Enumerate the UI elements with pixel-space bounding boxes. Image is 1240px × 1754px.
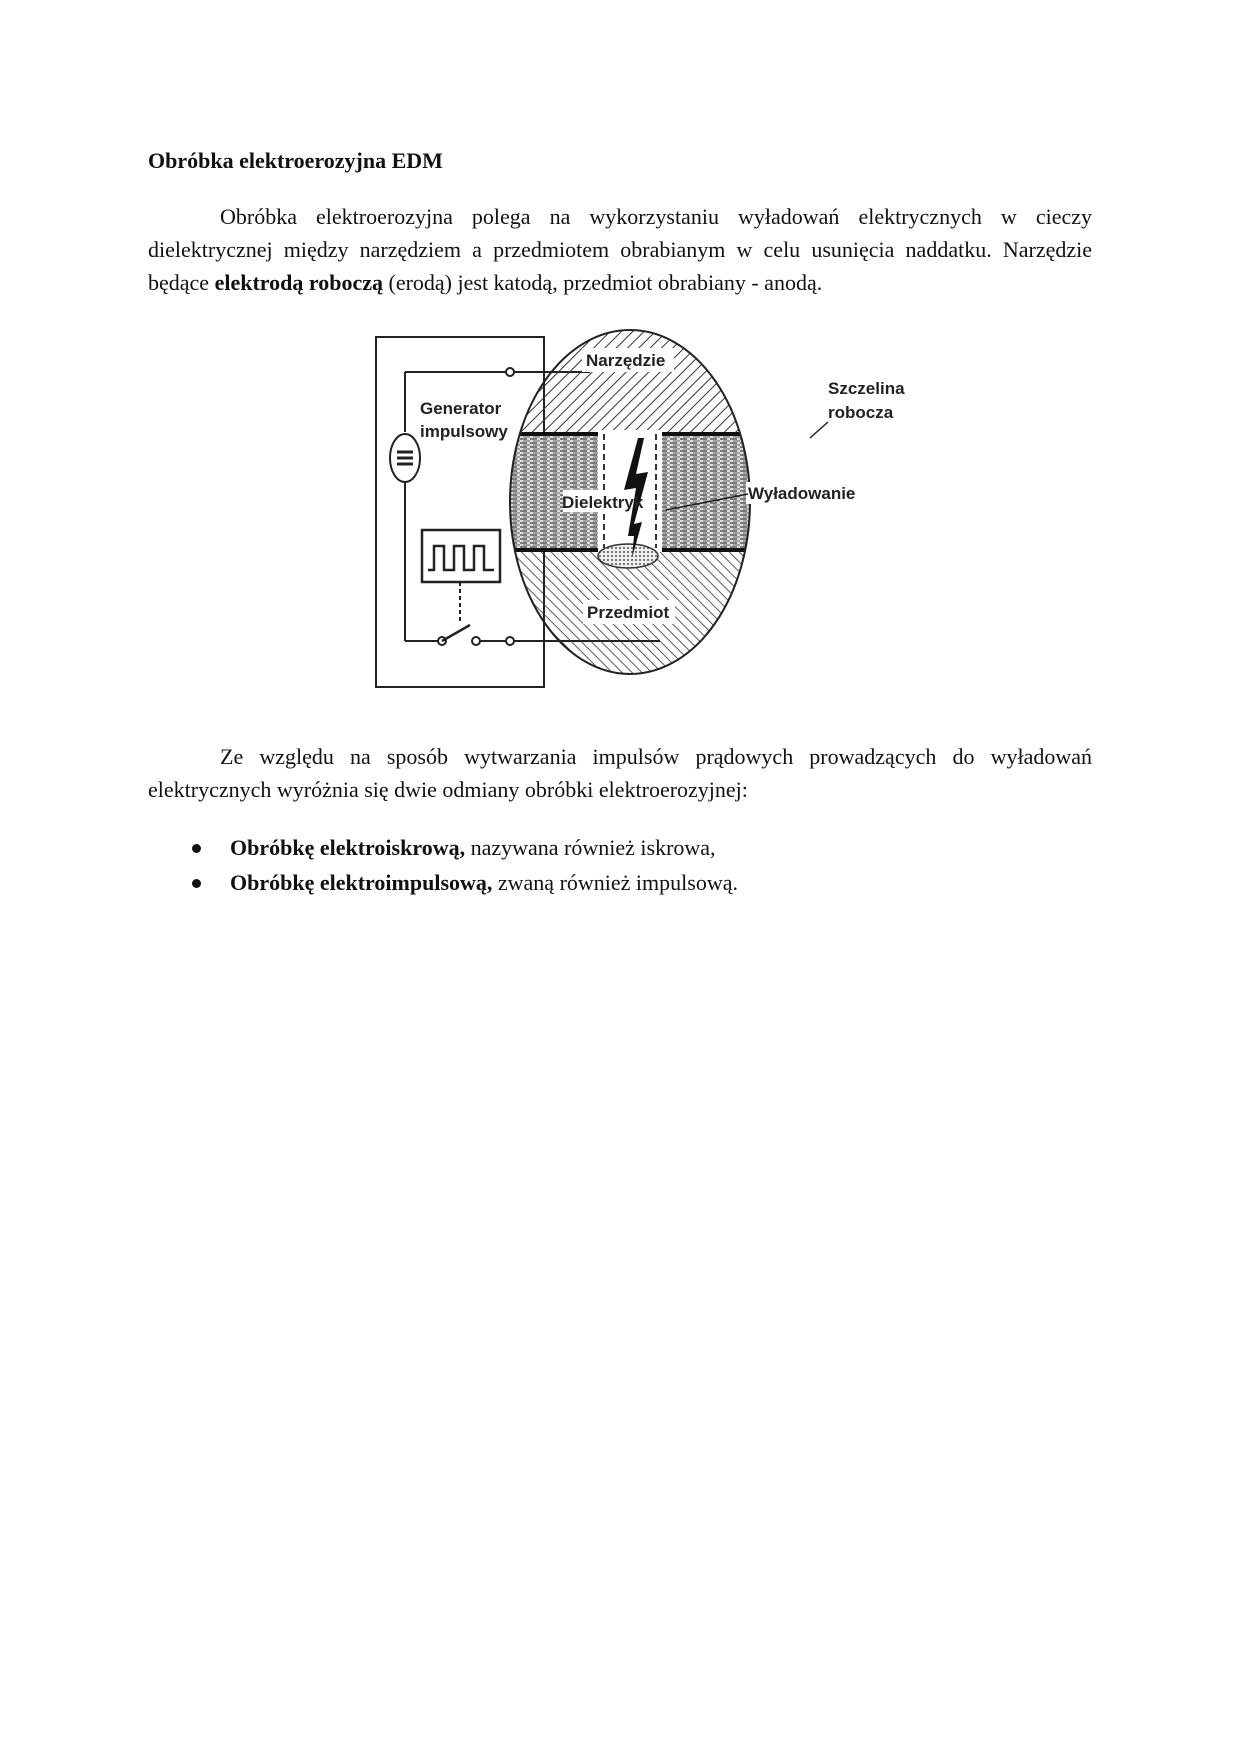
label-workpiece: Przedmiot [587,603,670,622]
label-gap-line1: Szczelina [828,379,905,398]
list-item [148,865,738,900]
edm-diagram [370,322,930,696]
list-item-text: zwaną również impulsową. [492,870,738,895]
tool-electrode [500,322,760,434]
page-title: Obróbka elektroerozyjna EDM [148,148,443,173]
list-item-bold: Obróbkę elektroimpulsową, [230,870,493,895]
list-item-text: nazywana również iskrowa, [465,835,716,860]
pulse-waveform-symbol [422,530,500,582]
intro-bold-term: elektrodą roboczą [214,270,383,295]
list-item [148,830,738,865]
dc-source-symbol [390,434,420,482]
variants-list [148,830,738,900]
intro-text-1: Obróbka elektroerozyjna polega na wykorzystaniu wyładowań elektrycznych w cieczy dielektrycznej między narzędziem a przedmiotem obrabianym w celu usunięcia naddatku. Narzędzie będące [148,204,1092,295]
label-tool: Narzędzie [586,351,666,370]
intro-paragraph [148,200,1092,299]
bullet-icon [192,879,201,888]
label-generator-line1: Generator [420,399,502,418]
intro-text-2: (erodą) jest katodą, przedmiot obrabiany - anodą. [383,270,823,295]
bullet-icon [192,844,201,853]
list-item-bold: Obróbkę elektroiskrową, [230,835,466,860]
paragraph-2: Ze względu na sposób wytwarzania impulsów prądowych prowadzących do wyładowań elektrycznych wyróżnia się dwie odmiany obróbki elektroerozyjnej: [148,744,1092,802]
label-dielectric: Dielektryk [562,493,644,512]
label-discharge: Wyładowanie [748,484,856,503]
label-generator-line2: impulsowy [420,422,508,441]
switch-symbol [442,625,470,641]
label-gap-line2: robocza [828,403,894,422]
